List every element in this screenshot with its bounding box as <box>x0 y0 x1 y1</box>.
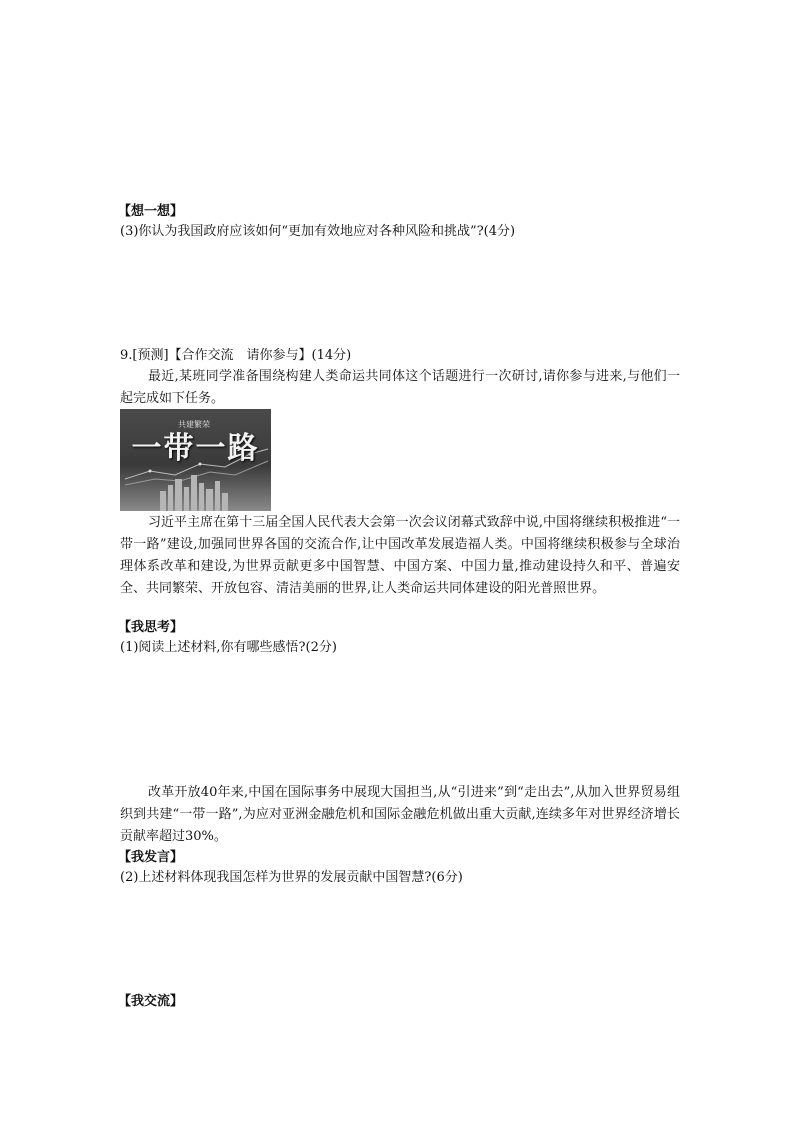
material-1-text: 习近平主席在第十三届全国人民代表大会第一次会议闭幕式致辞中说,中国将继续积极推进“一带一路”建设,加强同世界各国的交流合作,让中国改革发展造福人类。中国将继续积极参与全球治理体系改革和建设,为世界贡献更多中国智慧、中国方案、中国力量,推动建设持久和平、普遍安全、共同繁荣、开放包容、清洁美丽的世界,让人类命运共同体建设的阳光普照世界。 <box>120 515 680 596</box>
section-heading-exchange: 【我交流】 <box>118 994 184 1009</box>
material-1 <box>120 512 680 600</box>
material-2-text: 改革开放40年来,中国在国际事务中展现大国担当,从“引进来”到“走出去”,从加入世界贸易组织到共建“一带一路”,为应对亚洲金融危机和国际金融危机做出重大贡献,连续多年对世界经济增长贡献率超过30%。 <box>120 785 680 844</box>
question-1: (1)阅读上述材料,你有哪些感悟?(2分) <box>120 640 337 655</box>
intro-text: 最近,某班同学准备围绕构建人类命运共同体这个话题进行一次研讨,请你参与进来,与他们一起完成如下任务。 <box>120 369 680 406</box>
section-heading-think-me: 【我思考】 <box>118 620 184 635</box>
section-heading-speak: 【我发言】 <box>118 850 184 865</box>
banner-sub-text: 共建繁荣 <box>178 420 210 429</box>
belt-and-road-image <box>120 409 271 511</box>
section-heading-think: 【想一想】 <box>118 204 184 219</box>
material-2 <box>120 782 680 848</box>
question-9-intro <box>120 366 680 410</box>
question-3: (3)你认为我国政府应该如何“更加有效地应对各种风险和挑战”?(4分) <box>120 224 516 239</box>
question-9-title: 9.[预测]【合作交流 请你参与】(14分) <box>120 348 352 363</box>
question-2: (2)上述材料体现我国怎样为世界的发展贡献中国智慧?(6分) <box>120 870 463 885</box>
banner-main-text: 一带一路 <box>131 431 260 466</box>
